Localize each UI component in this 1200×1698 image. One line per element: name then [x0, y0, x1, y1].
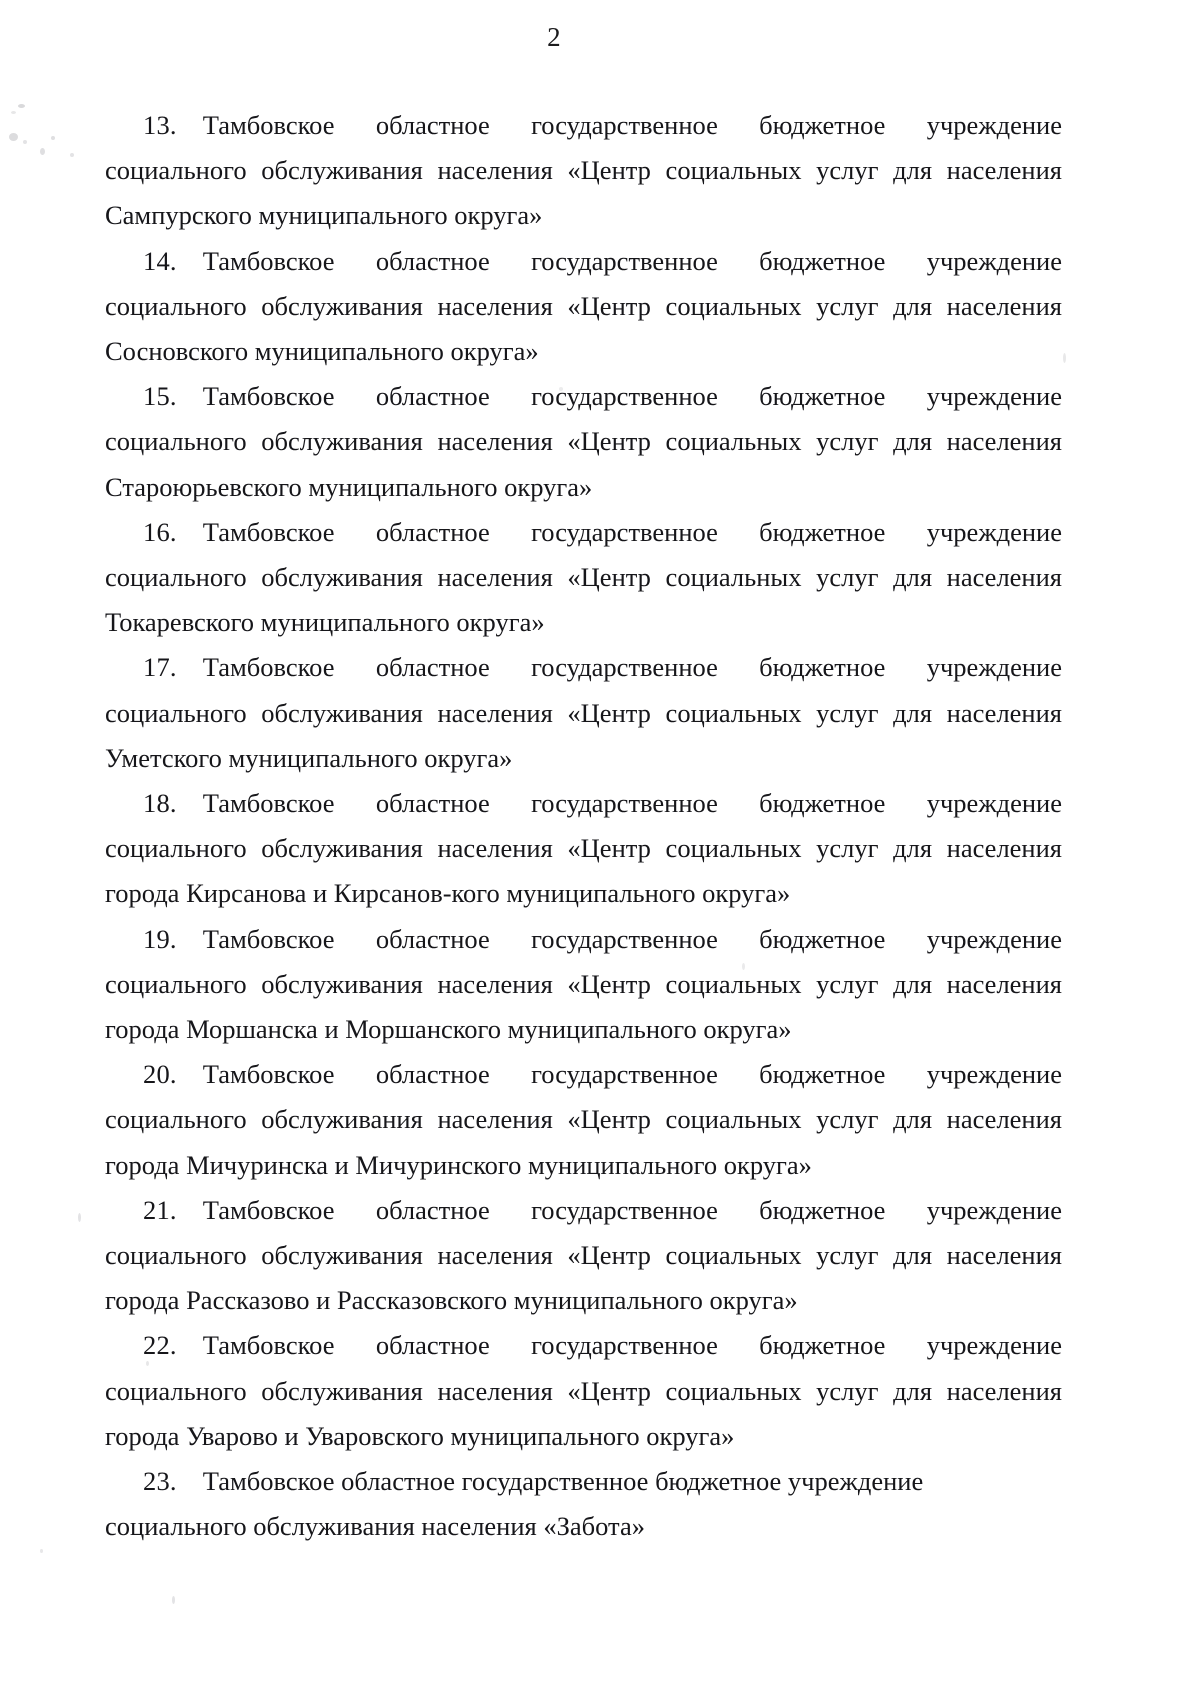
list-item-text: Тамбовское областное государственное бюджетное учреждение социального обслуживания населения «Центр социальных услуг для населения города Рассказово и Рассказовского муниципального округа»: [105, 1194, 1062, 1316]
list-item-text: Тамбовское областное государственное бюджетное учреждение социального обслуживания населения «Центр социальных услуг для населения Сампурского муниципального округа»: [105, 110, 1062, 231]
list-item: [105, 1459, 1062, 1549]
scan-speck: [11, 111, 16, 114]
list-item-number: 15.: [143, 381, 177, 412]
list-item-text: Тамбовское областное государственное бюджетное учреждение социального обслуживания населения «Центр социальных услуг для населения Староюрьевского муниципального округа»: [105, 381, 1062, 502]
scan-speck: [78, 1213, 81, 1222]
scan-speck: [172, 1596, 175, 1604]
scan-speck: [40, 1549, 43, 1553]
list-item: [105, 917, 1062, 1053]
list-item-text: Тамбовское областное государственное бюджетное учреждение социального обслуживания населения «Центр социальных услуг для населения Токаревского муниципального округа»: [105, 516, 1062, 638]
scan-speck: [23, 140, 27, 144]
list-item-number: 13.: [143, 110, 177, 140]
list-item-number: 20.: [143, 1059, 177, 1090]
list-item-text: Тамбовское областное государственное бюджетное учреждение социального обслуживания населения «Забота»: [105, 1466, 924, 1542]
list-item-number: 16.: [143, 516, 177, 547]
list-item: [105, 1052, 1062, 1188]
list-item-text: Тамбовское областное государственное бюджетное учреждение социального обслуживания населения «Центр социальных услуг для населения Уметского муниципального округа»: [105, 652, 1062, 773]
list-item: [105, 510, 1062, 646]
list-item-text: Тамбовское областное государственное бюджетное учреждение социального обслуживания населения «Центр социальных услуг для населения города Кирсанова и Кирсанов-кого муниципального округа»: [105, 788, 1062, 909]
list-item-text: Тамбовское областное государственное бюджетное учреждение социального обслуживания населения «Центр социальных услуг для населения города Уварово и Уваровского муниципального округа»: [105, 1330, 1062, 1451]
list-item-text: Тамбовское областное государственное бюджетное учреждение социального обслуживания населения «Центр социальных услуг для населения города Мичуринска и Мичуринского муниципального округа»: [105, 1059, 1062, 1180]
list-item-number: 22.: [143, 1330, 177, 1361]
list-item-number: 21.: [143, 1194, 177, 1225]
list-item-number: 23.: [143, 1466, 177, 1497]
list-item: [105, 1188, 1062, 1324]
list-item: [105, 374, 1062, 510]
scan-speck: [51, 136, 55, 140]
scan-speck: [1063, 353, 1066, 363]
list-item: [105, 239, 1062, 375]
list-item: [105, 781, 1062, 917]
scan-speck: [18, 104, 25, 108]
list-item-number: 17.: [143, 652, 177, 683]
list-item: [105, 1323, 1062, 1459]
list-item: [105, 103, 1062, 239]
list-item: [105, 645, 1062, 781]
document-body: [105, 103, 1062, 1550]
list-item-text: Тамбовское областное государственное бюджетное учреждение социального обслуживания населения «Центр социальных услуг для населения Сосновского муниципального округа»: [105, 245, 1062, 367]
list-item-number: 19.: [143, 923, 177, 954]
list-item-number: 14.: [143, 245, 177, 276]
scan-speck: [9, 133, 18, 141]
scan-speck: [40, 148, 45, 155]
scan-speck: [70, 153, 74, 157]
list-item-text: Тамбовское областное государственное бюджетное учреждение социального обслуживания населения «Центр социальных услуг для населения города Моршанска и Моршанского муниципального округа»: [105, 923, 1062, 1045]
page-number: 2: [547, 22, 561, 52]
list-item-number: 18.: [143, 788, 177, 819]
